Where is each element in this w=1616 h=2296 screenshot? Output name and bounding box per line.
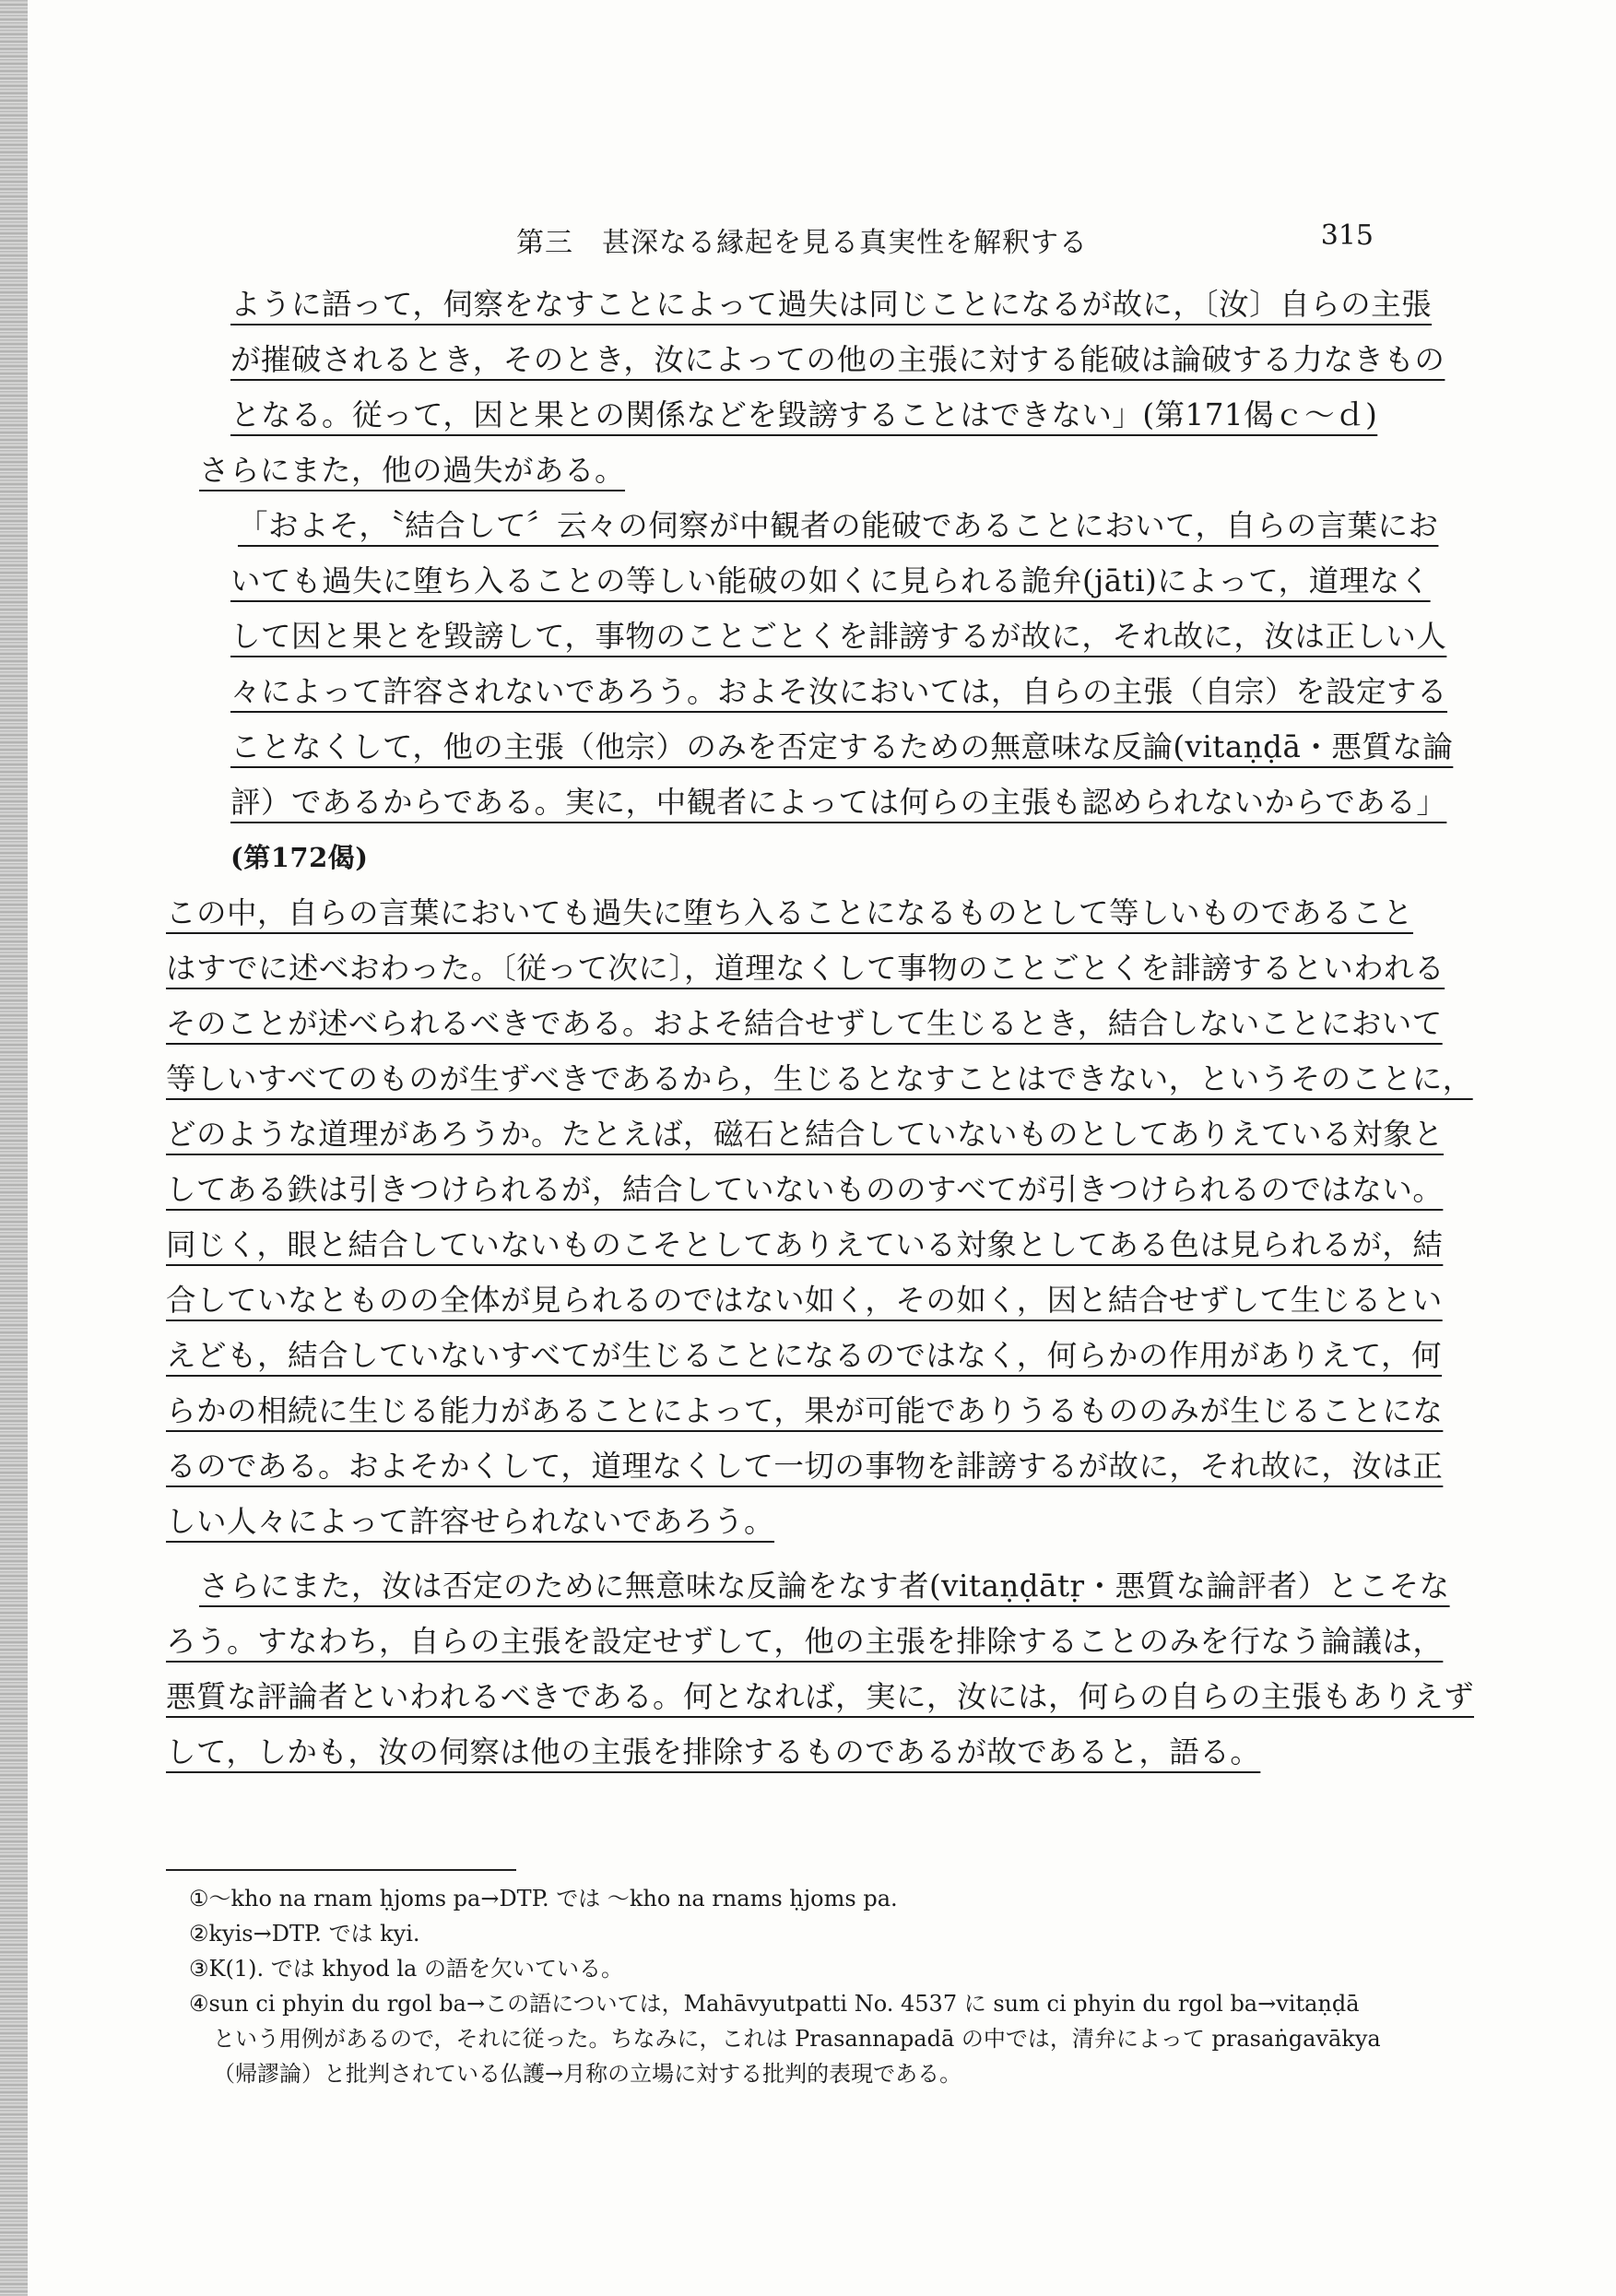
text-line: ろう。すなわち，自らの主張を設定せずして，他の主張を排除することのみを行なう論議は， [166, 1624, 1444, 1659]
main-text [166, 277, 1475, 1780]
text-line: さらにまた，他の過失がある。 [199, 453, 626, 488]
text-line: 等しいすべてのものが生ずべきであるから，生じるとなすことはできない，というそのことに， [166, 1061, 1473, 1096]
footnotes [189, 1881, 1406, 2091]
verse-reference: (第172偈) [230, 842, 369, 873]
footnote-divider [166, 1869, 516, 1871]
page-header [516, 219, 1374, 266]
footnote: ②kyis→DTP. では kyi. [189, 1921, 420, 1947]
text-line: えども，結合していないすべてが生じることになるのではなく，何らかの作用がありえて，何 [166, 1338, 1443, 1373]
text-line: 合していなとものの全体が見られるのではない如く，その如く，因と結合せずして生じるとい [166, 1283, 1443, 1318]
text-line: 評）であるからである。実に，中観者によっては何らの主張も認められないからである」 [230, 785, 1447, 820]
footnote: ③K(1). では khyod la の語を欠いている。 [189, 1956, 623, 1982]
text-line: そのことが述べられるべきである。およそ結合せずして生じるとき，結合しないことにおいて [166, 1006, 1443, 1041]
text-line: 「およそ，〝結合して〞云々の伺察が中観者の能破であることにおいて，自らの言葉にお [238, 508, 1439, 543]
text-line: さらにまた，汝は否定のために無意味な反論をなす者(vitaṇḍātṛ・悪質な論評者）とこそな [199, 1568, 1450, 1604]
text-line: しい人々によって許容せられないであろう。 [166, 1504, 775, 1539]
text-line: どのような道理があろうか。たとえば，磁石と結合していないものとしてありえている対象と [166, 1117, 1445, 1152]
text-line: この中，自らの言葉においても過失に堕ち入ることになるものとして等しいものであること [166, 895, 1414, 930]
text-line: ように語って，伺察をなすことによって過失は同じことになるが故に，〔汝〕自らの主張 [230, 287, 1433, 322]
text-line: して因と果とを毀謗して，事物のことごとくを誹謗するが故に，それ故に，汝は正しい人 [230, 619, 1447, 654]
text-line: るのである。およそかくして，道理なくして一切の事物を誹謗するが故に，それ故に，汝は正 [166, 1449, 1444, 1484]
scan-edge [0, 0, 28, 2296]
text-line: が摧破されるとき，そのとき，汝によっての他の主張に対する能破は論破する力なきもの [230, 342, 1445, 377]
text-line: ことなくして，他の主張（他宗）のみを否定するための無意味な反論(vitaṇḍā・悪質な論 [230, 729, 1454, 764]
footnote-continuation: という用例があるので，それに従った。ちなみに，これは Prasannapadā の中では，清弁によって prasaṅgavākya [213, 2026, 1381, 2052]
text-line: はすでに述べおわった。〔従って次に〕，道理なくして事物のことごとくを誹謗するといわれる [166, 951, 1445, 986]
text-line: 々によって許容されないであろう。およそ汝においては，自らの主張（自宗）を設定する [230, 674, 1448, 709]
footnote: ①～kho na rnam ḥjoms pa→DTP. では ～kho na rnams ḥjoms pa. [189, 1886, 898, 1911]
text-line: 悪質な評論者といわれるべきである。何となれば，実に，汝には，何らの自らの主張もありえず [166, 1679, 1475, 1714]
footnote: ④sun ci phyin du rgol ba→この語については，Mahāvyutpatti No. 4537 に sum ci phyin du rgol ba→vitaṇḍā [189, 1991, 1360, 2017]
text-line: らかの相続に生じる能力があることによって，果が可能でありうるもののみが生じることにな [166, 1393, 1444, 1428]
text-line: 同じく，眼と結合していないものこそとしてありえている対象としてある色は見られるが，結 [166, 1227, 1444, 1262]
text-line: いても過失に堕ち入ることの等しい能破の如くに見られる詭弁(jāti)によって，道理なく [230, 563, 1431, 598]
text-line: となる。従って，因と果との関係などを毀謗することはできない」(第171偈ｃ～ｄ) [230, 397, 1378, 432]
footnote-continuation: （帰謬論）と批判されている仏護→月称の立場に対する批判的表現である。 [213, 2061, 962, 2087]
running-title: 第三 甚深なる縁起を見る真実性を解釈する [516, 227, 1088, 259]
text-line: してある鉄は引きつけられるが，結合していないもののすべてが引きつけられるのではない。 [166, 1172, 1444, 1207]
text-line: して，しかも，汝の伺察は他の主張を排除するものであるが故であると，語る。 [166, 1734, 1261, 1769]
page-number: 315 [1320, 219, 1374, 252]
